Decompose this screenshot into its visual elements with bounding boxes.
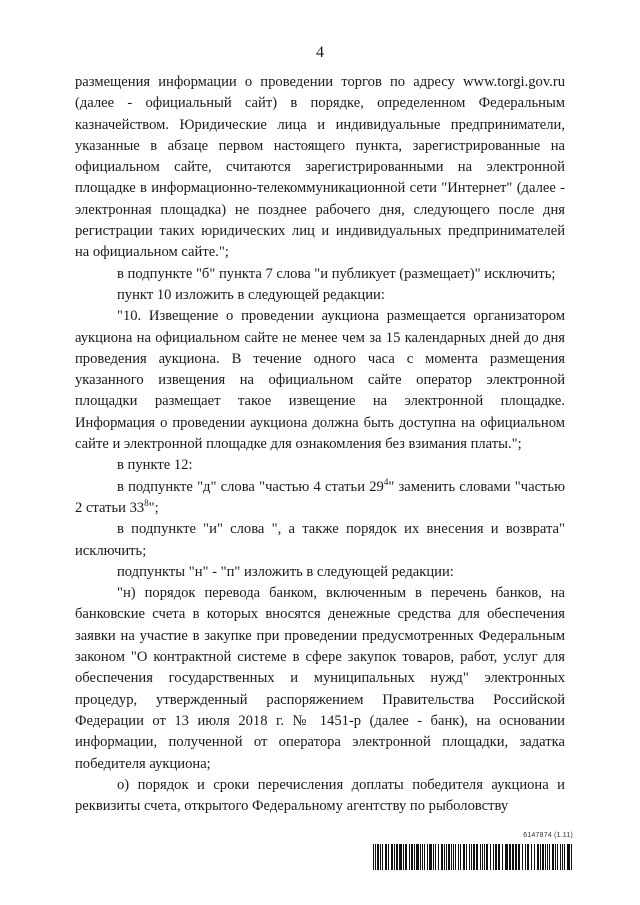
paragraph: в подпункте "и" слова ", а также порядок их внесения и возврата" исключить;	[75, 521, 565, 559]
paragraph-text: ";	[148, 499, 159, 516]
superscript: 4	[383, 476, 389, 487]
paragraph: о) порядок и сроки перечисления доплаты победителя аукциона и реквизиты счета, открытого Федеральному агентству по рыболовству	[75, 776, 565, 815]
paragraph-text: " заменить словами "частью 2 статьи 33	[75, 478, 565, 516]
barcode-icon	[373, 844, 573, 870]
paragraph: подпункты "н" - "п" изложить в следующей редакции:	[117, 563, 454, 580]
paragraph: в подпункте "б" пункта 7 слова "и публикует (размещает)" исключить;	[117, 265, 556, 282]
paragraph: размещения информации о проведении торгов по адресу www.torgi.gov.ru (далее - официальный сайт) в порядке, определенном Федеральным казначейством. Юридические лица и индивидуальные предприниматели, указанные в абзаце первом настоящего пункта, зарегистрированные на официальном сайте, считаются зарегистрированными на электронной площадке в информационно-телекоммуникационной сети "Интернет" (далее - электронная площадка) не позднее рабочего дня, следующего после дня регистрации таких юридических лиц и индивидуальных предпринимателей на официальном сайте.";	[75, 74, 565, 261]
paragraph-text: в подпункте "д" слова "частью 4 статьи 29	[117, 478, 384, 495]
paragraph: "10. Извещение о проведении аукциона размещается организатором аукциона на официальном сайте не менее чем за 15 календарных дней до дня проведения аукциона. В течение одного часа с момента размещения указанного извещения на официальном сайте оператор электронной площадки размещает такое извещение на электронной площадке. Информация о проведении аукциона должна быть доступна на официальном сайте и электронной площадке для ознакомления без взимания платы.";	[75, 308, 565, 453]
superscript: 8	[144, 498, 149, 509]
paragraph: "н) порядок перевода банком, включенным в перечень банков, на банковские счета в которых вносятся денежные средства для обеспечения заявки на участие в закупке при проведении предусмотренных Федеральным законом "О контрактной системе в сфере закупок товаров, работ, услуг для обеспечения государственных и муниципальных нужд" электронных процедур, утвержденный распоряжением Правительства Российской Федерации от 13 июля 2018 г. № 1451-р (далее - банк), на основании информации, полученной от оператора электронной площадки, задатка победителя аукциона;	[75, 585, 565, 772]
document-body	[75, 72, 565, 817]
barcode-code: 6147874 (1.11)	[523, 832, 573, 839]
paragraph	[75, 477, 565, 520]
barcode-area	[373, 832, 573, 872]
page-number: 4	[316, 44, 324, 61]
paragraph: пункт 10 изложить в следующей редакции:	[117, 286, 385, 303]
paragraph: в пункте 12:	[117, 457, 193, 474]
